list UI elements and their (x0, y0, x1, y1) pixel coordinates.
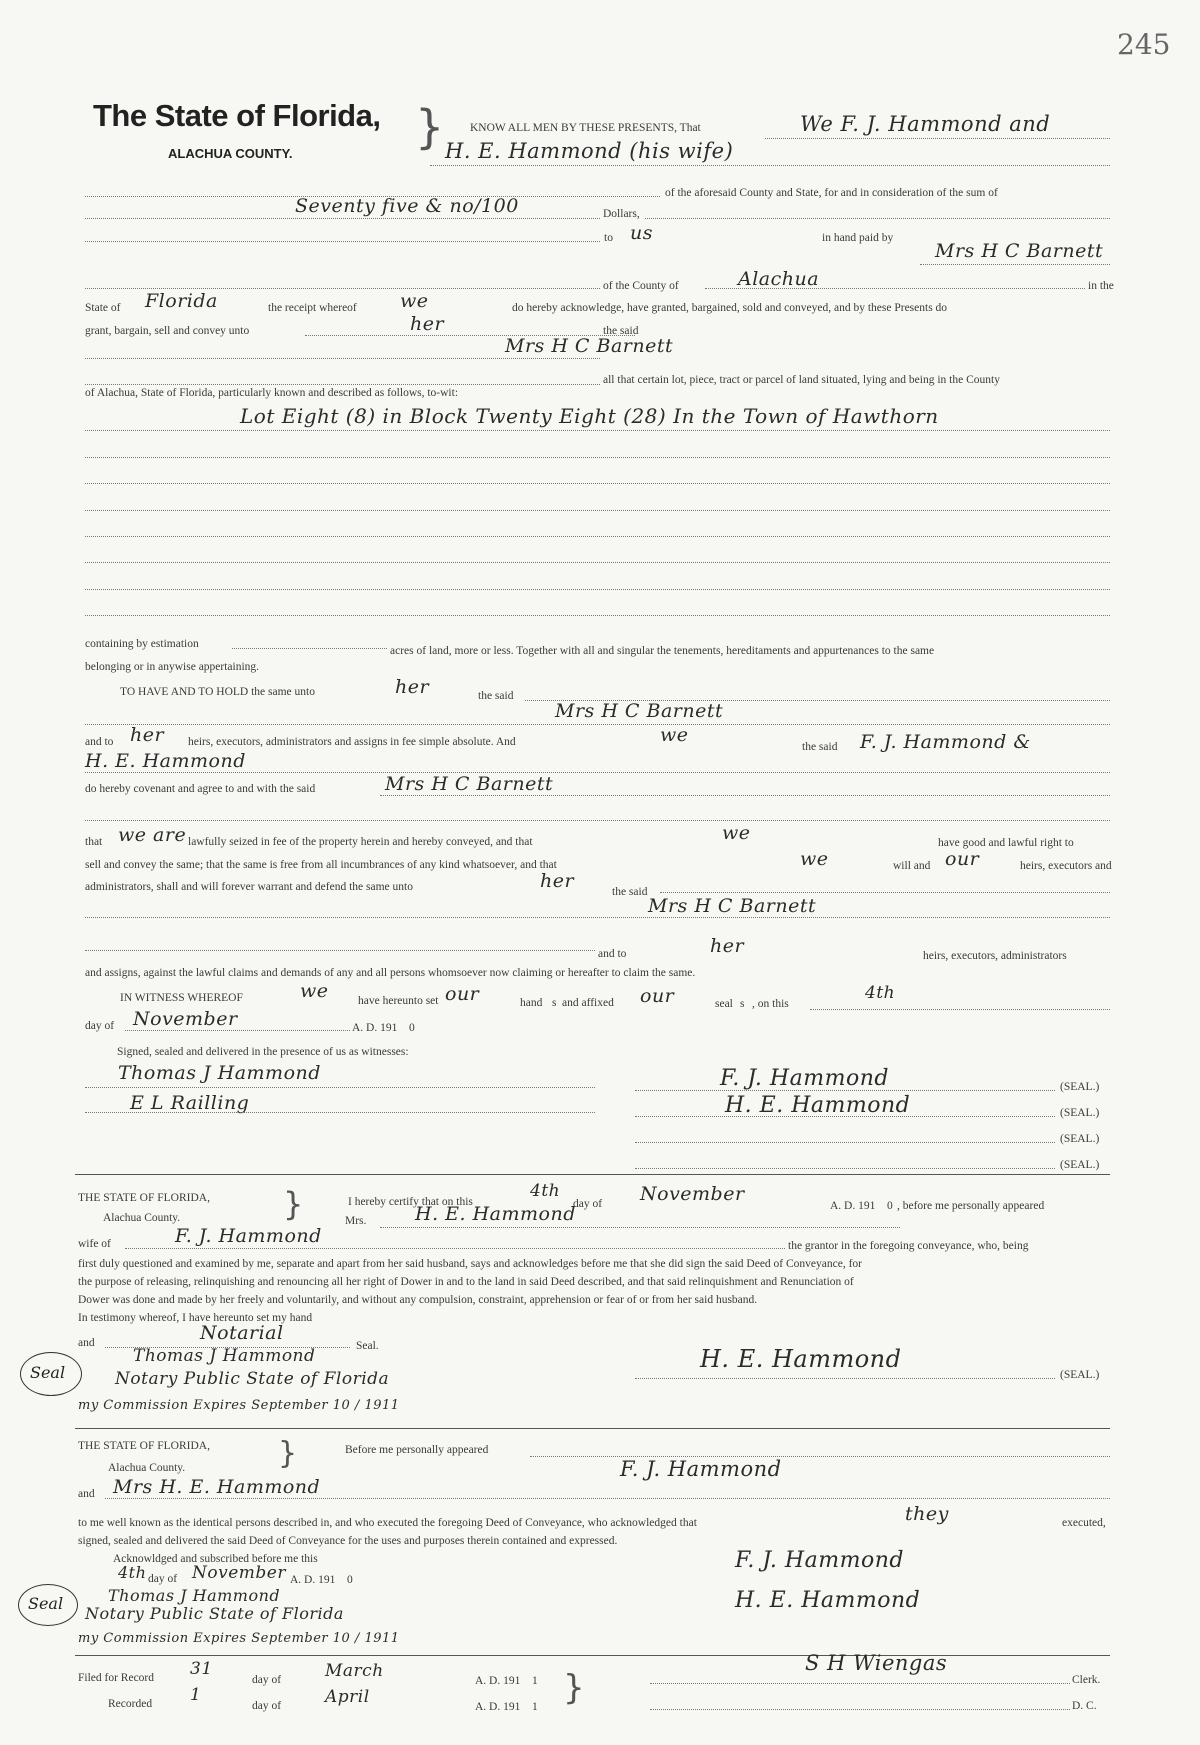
ack-joint-name1: F. J. Hammond (620, 1457, 782, 1481)
county-value: Alachua (738, 268, 820, 290)
grantors-line1: We F. J. Hammond and (800, 112, 1051, 136)
amount-value: Seventy five & no/100 (295, 195, 519, 217)
ack-wife-state: THE STATE OF FLORIDA, (78, 1192, 210, 1204)
state-title: The State of Florida, (93, 98, 381, 133)
ack-wife-day: 4th (530, 1181, 561, 1201)
signed-sealed-text: signed, sealed and delivered the said Deed of Conveyance for the uses and purposes therein contained and expressed. (78, 1535, 618, 1547)
the-said-label: the said (603, 325, 639, 337)
dotted-line (645, 218, 1110, 219)
ad-label: A. D. 191 (352, 1022, 398, 1034)
grantor-text: the grantor in the foregoing conveyance, who, being (788, 1240, 1029, 1252)
witness-1: Thomas J Hammond (118, 1062, 321, 1084)
dotted-line (635, 1090, 1055, 1091)
seized-value: we (722, 822, 751, 844)
ack-joint-month: November (192, 1563, 286, 1583)
notary-name: Thomas J Hammond (133, 1346, 316, 1366)
section-divider (75, 1428, 1110, 1429)
dotted-line (85, 820, 1110, 821)
dotted-line (765, 138, 1110, 139)
covenant-grantee: Mrs H C Barnett (385, 773, 554, 795)
and-to-value: her (130, 724, 165, 746)
receipt-label: the receipt whereof (268, 302, 357, 314)
ack-joint-day: 4th (118, 1563, 147, 1582)
and-value: we (660, 724, 689, 746)
dotted-line (125, 1248, 785, 1249)
ack-joint-day-of: day of (148, 1573, 178, 1585)
know-all-men: KNOW ALL MEN BY THESE PRESENTS, That (470, 122, 701, 134)
dotted-line (635, 1168, 1055, 1169)
recorded-year-digit: 1 (532, 1701, 538, 1713)
known-value: they (905, 1503, 949, 1525)
hand-suffix: s (552, 997, 557, 1009)
ack-joint-sig1: F. J. Hammond (735, 1548, 904, 1573)
state-of-label: State of (85, 302, 121, 314)
notary-stamp-text: Seal (30, 1363, 66, 1382)
dotted-line (810, 1009, 1110, 1010)
ack-joint-and: and (78, 1488, 95, 1500)
known-text: to me well known as the identical persons described in, and who executed the foregoing Deed of Conveyance, who acknowledged that (78, 1517, 697, 1529)
ack-wife-ad: A. D. 191 (830, 1200, 876, 1212)
dotted-line (85, 562, 1110, 563)
to-label: to (604, 232, 613, 244)
dotted-line (125, 1030, 350, 1031)
seal-label-3: (SEAL.) (1060, 1133, 1100, 1145)
dotted-line (85, 536, 1110, 537)
brace-icon: } (278, 1436, 298, 1471)
grant-text: grant, bargain, sell and convey unto (85, 325, 250, 337)
the-said-2: the said (802, 741, 838, 753)
grantee-value: Mrs H C Barnett (505, 335, 674, 357)
wife-of-value: F. J. Hammond (175, 1225, 322, 1247)
alachua-text: of Alachua, State of Florida, particularly known and described as follows, to-wit: (85, 387, 459, 399)
recorded-day-of: day of (252, 1700, 282, 1712)
and-to-2-label: and to (598, 948, 627, 960)
in-witness-text: IN WITNESS WHEREOF (120, 992, 243, 1004)
filed-day-of: day of (252, 1674, 282, 1686)
clerk-label: Clerk. (1072, 1674, 1101, 1686)
sell-text: sell and convey the same; that the same is free from all incumbrances of any kind whatsoever, and that (85, 859, 557, 871)
good-right-text: have good and lawful right to (938, 837, 1074, 849)
dotted-line (85, 483, 1110, 484)
dotted-line (650, 1709, 1070, 1710)
county-of-label: of the County of (603, 280, 679, 292)
witness-day: 4th (865, 983, 896, 1003)
ack-wife-county: Alachua County. (103, 1212, 181, 1224)
wife-of-label: wife of (78, 1238, 111, 1250)
unto-value: her (410, 313, 445, 335)
recorded-month: April (325, 1687, 370, 1707)
grantor-2: H. E. Hammond (85, 750, 246, 772)
admin-value: her (540, 870, 575, 892)
seal-suffix: s (740, 998, 745, 1010)
state-value: Florida (145, 290, 218, 312)
dotted-line (635, 1116, 1055, 1117)
seal-label-4: (SEAL.) (1060, 1159, 1100, 1171)
sell-value: we (800, 848, 829, 870)
section-divider (75, 1655, 1110, 1656)
payer-value: Mrs H C Barnett (935, 240, 1104, 262)
to-have-said: the said (478, 690, 514, 702)
will-and-text: will and (893, 860, 931, 872)
filed-month: March (325, 1661, 384, 1681)
in-the-label: in the (1088, 280, 1114, 292)
filed-year-digit: 1 (532, 1675, 538, 1687)
county-state-text: of the aforesaid County and State, for and in consideration of the sum of (665, 187, 998, 199)
affixed-value: our (640, 985, 675, 1007)
witness-2: E L Railling (130, 1092, 250, 1114)
notary-commission: my Commission Expires September 10 / 1911 (78, 1398, 400, 1413)
dotted-line (380, 795, 1110, 796)
recorded-ad: A. D. 191 (475, 1701, 521, 1713)
dotted-line (85, 288, 600, 289)
ad-year-digit: 0 (409, 1022, 415, 1034)
the-said-3: the said (612, 886, 648, 898)
in-witness-value: we (300, 980, 329, 1002)
ack-joint-state: THE STATE OF FLORIDA, (78, 1440, 210, 1452)
heirs-text: heirs, executors, administrators and assigns in fee simple absolute. And (188, 736, 516, 748)
dotted-line (85, 1087, 595, 1088)
dc-label: D. C. (1072, 1700, 1097, 1712)
testimony-text: In testimony whereof, I have hereunto set my hand (78, 1312, 313, 1324)
dotted-line (85, 950, 595, 951)
notarial-value: Notarial (200, 1322, 284, 1344)
executed-text: executed, (1062, 1517, 1106, 1529)
dotted-line (105, 1498, 1110, 1499)
and-to-label: and to (85, 736, 114, 748)
seal-label-1: (SEAL.) (1060, 1081, 1100, 1093)
brace-icon: } (283, 1185, 304, 1223)
notary-seal-label: Seal. (356, 1340, 379, 1352)
dotted-line (660, 892, 1110, 893)
filed-day: 31 (190, 1659, 213, 1679)
ack-para-1: first duly questioned and examined by me, separate and apart from her said husband, says and acknowledges before me that she did sign the said Deed of Conveyance, for (78, 1258, 862, 1270)
dotted-line (85, 241, 600, 242)
receipt-value: we (400, 290, 429, 312)
seal-text: seal (715, 998, 733, 1010)
land-description: Lot Eight (8) in Block Twenty Eight (28) In the Town of Hawthorn (240, 404, 939, 428)
before-me-text: , before me personally appeared (897, 1200, 1045, 1212)
county-heading: ALACHUA COUNTY. (168, 146, 293, 161)
will-value: our (945, 848, 980, 870)
signature-2: H. E. Hammond (725, 1093, 911, 1118)
ack-wife-signature: H. E. Hammond (700, 1345, 902, 1373)
acknowledge-text: do hereby acknowledge, have granted, bargained, sold and conveyed, and by these Presents do (512, 302, 948, 314)
ack-joint-notary-title: Notary Public State of Florida (85, 1604, 344, 1623)
containing-text-b: acres of land, more or less. Together with all and singular the tenements, hereditaments and appurtenances to the same (390, 645, 935, 657)
dotted-line (85, 358, 600, 359)
dotted-line (232, 648, 387, 649)
containing-text: containing by estimation (85, 638, 199, 650)
ack-para-2: the purpose of releasing, relinquishing and renouncing all her right of Dower in and to the land in said Deed described, and that said relinquishment and Renunciation of (78, 1276, 854, 1288)
affixed-text: and affixed (562, 997, 614, 1009)
ack-wife-day-of: day of (573, 1198, 603, 1210)
signature-1: F. J. Hammond (720, 1066, 889, 1091)
admin-text: administrators, shall and will forever warrant and defend the same unto (85, 881, 413, 893)
that-label: that (85, 836, 103, 848)
ack-joint-ad: A. D. 191 (290, 1574, 336, 1586)
dotted-line (430, 165, 1110, 166)
ack-joint-sig2: H. E. Hammond (735, 1588, 921, 1613)
heirs-exec-text: heirs, executors and (1020, 860, 1112, 872)
grantors-line2: H. E. Hammond (his wife) (445, 139, 734, 163)
dotted-line (530, 1456, 1110, 1457)
dotted-line (85, 430, 1110, 431)
signed-text: Signed, sealed and delivered in the presence of us as witnesses: (117, 1046, 409, 1058)
dotted-line (920, 264, 1110, 265)
ack-joint-stamp-text: Seal (28, 1594, 64, 1613)
dotted-line (85, 510, 1110, 511)
on-this-text: , on this (752, 998, 789, 1010)
clerk-signature: S H Wiengas (805, 1651, 948, 1675)
day-of-label: day of (85, 1020, 115, 1032)
and-to-2-value: her (710, 935, 745, 957)
ack-wife-month: November (640, 1183, 745, 1205)
ack-joint-commission: my Commission Expires September 10 / 1911 (78, 1631, 400, 1646)
admin-grantee: Mrs H C Barnett (648, 895, 817, 917)
dotted-line (85, 384, 600, 385)
dotted-line (85, 772, 1110, 773)
hand-text: hand (520, 997, 543, 1009)
ack-wife-seal: (SEAL.) (1060, 1369, 1100, 1381)
and-notarial-label: and (78, 1337, 95, 1349)
dotted-line (85, 589, 1110, 590)
that-value: we are (118, 824, 187, 846)
to-have-text: TO HAVE AND TO HOLD the same unto (120, 686, 315, 698)
ack-joint-county: Alachua County. (108, 1462, 186, 1474)
in-hand-label: in hand paid by (822, 232, 894, 244)
ack-joint-notary-name: Thomas J Hammond (108, 1586, 281, 1605)
mrs-label: Mrs. (345, 1215, 367, 1227)
to-have-grantee: Mrs H C Barnett (555, 700, 724, 722)
ack-joint-name2: Mrs H. E. Hammond (113, 1476, 321, 1498)
page-number: 245 (1117, 28, 1171, 61)
recorded-label: Recorded (108, 1698, 153, 1710)
recorded-day: 1 (190, 1685, 202, 1705)
heirs-admin-text: heirs, executors, administrators (923, 950, 1067, 962)
ack-para-3: Dower was done and made by her freely and voluntarily, and without any compulsion, constraint, apprehension or fear of or from her said husband. (78, 1294, 758, 1306)
ack-joint-year-digit: 0 (347, 1574, 353, 1586)
assigns-text: and assigns, against the lawful claims and demands of any and all persons whomsoever now claiming or hereafter to claim the same. (85, 967, 696, 979)
before-text: Before me personally appeared (345, 1444, 489, 1456)
dotted-line (85, 1112, 595, 1113)
acknowledged-text: Acknowldged and subscribed before me this (113, 1553, 318, 1565)
certify-text: I hereby certify that on this (348, 1196, 473, 1208)
dotted-line (650, 1683, 1070, 1684)
dotted-line (85, 615, 1110, 616)
to-value: us (630, 222, 653, 244)
filed-ad: A. D. 191 (475, 1675, 521, 1687)
dotted-line (380, 1227, 900, 1228)
dotted-line (85, 457, 1110, 458)
notary-title: Notary Public State of Florida (115, 1369, 390, 1389)
brace-icon: } (563, 1668, 585, 1708)
dollars-label: Dollars, (603, 208, 640, 220)
dotted-line (85, 724, 1110, 725)
seal-label-2: (SEAL.) (1060, 1107, 1100, 1119)
set-value: our (445, 983, 480, 1005)
ack-wife-year-digit: 0 (887, 1200, 893, 1212)
dotted-line (85, 218, 600, 219)
set-text: have hereunto set (358, 995, 439, 1007)
grantor-1: F. J. Hammond & (860, 731, 1031, 753)
to-have-value: her (395, 676, 430, 698)
mrs-value: H. E. Hammond (415, 1203, 576, 1225)
brace-icon: } (415, 100, 445, 154)
seized-text: lawfully seized in fee of the property herein and hereby conveyed, and that (188, 836, 533, 848)
filed-label: Filed for Record (78, 1672, 155, 1684)
dotted-line (635, 1378, 1055, 1379)
dotted-line (85, 917, 1110, 918)
covenant-text: do hereby covenant and agree to and with the said (85, 783, 316, 795)
belonging-text: belonging or in anywise appertaining. (85, 661, 260, 673)
dotted-line (705, 288, 1085, 289)
dotted-line (635, 1142, 1055, 1143)
witness-month: November (133, 1008, 238, 1030)
section-divider (75, 1174, 1110, 1175)
lot-text: all that certain lot, piece, tract or parcel of land situated, lying and being in the County (603, 374, 1000, 386)
